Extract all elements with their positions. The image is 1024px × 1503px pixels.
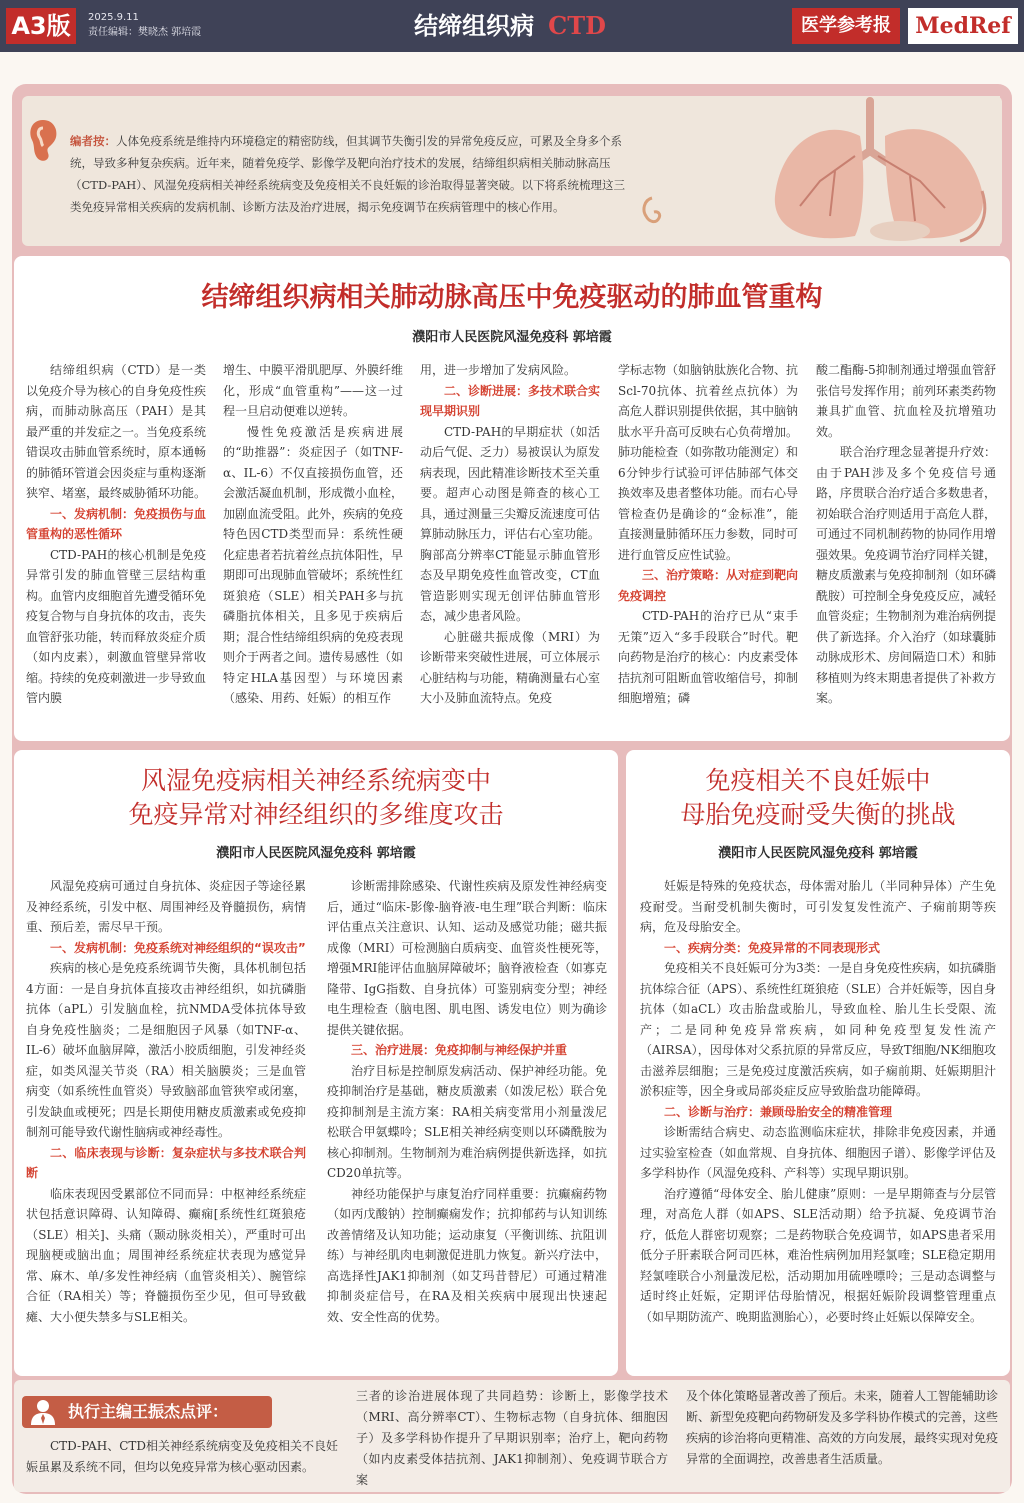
editor-note-text: 人体免疫系统是维持内环境稳定的精密防线，但其调节失衡引发的异常免疫反应，可累及全身多个系统，导致多种复杂疾病。近年来，随着免疫学、影像学及靶向治疗技术的发展，结缔组织病相关肺动脉高压（CTD-PAH）、风湿免疫病相关神经系统病变及免疫相关不良妊娠的诊治取得显著突破。以下将系统梳理这三类免疫异常相关疾病的发病机制、诊断方法及治疗进展，揭示免疫调节在疾病管理中的核心作用。 <box>70 134 626 214</box>
person-icon <box>28 1398 58 1426</box>
article1-col3 <box>420 360 600 709</box>
article2-author: 濮阳市人民医院风湿免疫科 郭培霞 <box>216 846 416 861</box>
brand-cn: 医学参考报 <box>792 8 900 44</box>
paragraph: 治疗遵循“母体安全、胎儿健康”原则：一是早期筛查与分层管理，对高危人群（如APS、SLE活动期）给予抗凝、免疫调节治疗，低危人群密切观察；二是药物联合免疫调节，如APS患者采用低分子肝素联合阿司匹林，难治性病例加用羟氯喹；SLE稳定期用羟氯喹联合小剂量泼尼松，活动期加用硫唑嘌呤；三是动态调整与适时终止妊娠，定期评估母胎情况，根据妊娠阶段调整管理重点（如早期防流产、晚期监测胎心），必要时终止妊娠以保障安全。 <box>640 1186 996 1324</box>
section-subheading: 一、发病机制：免疫损伤与血管重构的恶性循环 <box>26 506 207 541</box>
article1-col4 <box>618 360 798 709</box>
article1-title: 结缔组织病相关肺动脉高压中免疫驱动的肺血管重构 <box>201 282 823 313</box>
paragraph: 免疫相关不良妊娠可分为3类：一是自身免疫性疾病，如抗磷脂抗体综合征（APS）、系统性红斑狼疮（SLE）合并妊娠等，因自身抗体（如aCL）攻击胎盘或胎儿，导致血栓、胎儿生长受限、流产；二是同种免疫异常疾病，如同种免疫型复发性流产（AIRSA），因母体对父系抗原的异常反应，导致T细胞/NK细胞攻击滋养层细胞；三是免疫过度激活疾病，如子痫前期、妊娠期胆汁淤积症等，因全身或局部炎症反应导致胎盘功能障碍。 <box>640 961 996 1098</box>
commentary-label: 执行主编王振杰点评： <box>68 1402 229 1421</box>
embryo-icon <box>640 196 662 226</box>
lung-illustration <box>760 96 1000 246</box>
article1-col1 <box>26 360 206 709</box>
section-subheading: 二、临床表现与诊断：复杂症状与多技术联合判断 <box>26 1145 306 1180</box>
paragraph: CTD-PAH的核心机制是免疫异常引发的肺血管壁三层结构重构。血管内皮细胞首先遭受循环免疫复合物与自身抗体的攻击，丧失血管舒张功能，转而释放炎症介质（如内皮素），刺激血管壁异常收缩。持续的免疫刺激进一步导致血管内膜 <box>26 547 207 705</box>
commentary-col3: 及个体化策略显著改善了预后。未来，随着人工智能辅助诊断、新型免疫靶向药物研发及多学科协作模式的完善，这些疾病的诊治将向更精准、高效的方向发展，最终实现对免疫异常的全面调控，改善患者生活质量。 <box>686 1389 999 1466</box>
article3-body <box>640 876 996 1370</box>
article3-author: 濮阳市人民医院风湿免疫科 郭培霞 <box>718 846 918 861</box>
paragraph: 结缔组织病（CTD）是一类以免疫介导为核心的自身免疫性疾病，而肺动脉高压（PAH）是其最严重的并发症之一。当免疫系统错误攻击肺血管系统时，原本通畅的肺循环管道会因炎症与重构逐渐狭窄、堵塞，最终威胁循环功能。 <box>26 363 207 500</box>
section-subheading: 二、诊断进展：多技术联合实现早期识别 <box>420 383 601 418</box>
article2-title-line2: 免疫异常对神经组织的多维度攻击 <box>128 800 504 829</box>
article2-body <box>26 876 606 1370</box>
paragraph: 诊断需结合病史、动态监测临床症状，排除非免疫因素，并通过实验室检查（如血常规、自身抗体、细胞因子谱）、影像学评估及多学科协作（风湿免疫科、产科等）实现早期识别。 <box>640 1125 996 1180</box>
paragraph: 学标志物（如脑钠肽族化合物、抗Scl-70抗体、抗着丝点抗体）为高危人群识别提供依据，其中脑钠肽水平升高可反映右心负荷增加。肺功能检查（如弥散功能测定）和6分钟步行试验可评估肺部气体交换效率及患者整体功能。而右心导管检查仍是确诊的“金标准”，能直接测量肺循环压力参数，同时可进行血管反应性试验。 <box>618 363 799 562</box>
section-title-en: CTD <box>548 11 606 40</box>
article3-title <box>626 764 1010 832</box>
paragraph: 风湿免疫病可通过自身抗体、炎症因子等途径累及神经系统，引发中枢、周围神经及脊髓损伤，病情重、预后差，需尽早干预。 <box>26 879 306 934</box>
paragraph: 心脏磁共振成像（MRI）为诊断带来突破性进展，可立体展示心脏结构与功能，精确测量右心室大小及肺血流特点。免疫 <box>420 629 601 705</box>
ear-embryo-icon <box>26 118 60 164</box>
article1-col2 <box>223 360 403 709</box>
paragraph: 神经功能保护与康复治疗同样重要：抗癫痫药物（如丙戊酸钠）控制癫痫发作；抗抑郁药与认知训练改善情绪及认知功能；运动康复（平衡训练、抗阻训练）与神经肌肉电刺激促进肌力恢复。新兴疗法中，高选择性JAK1抑制剂（如艾玛昔替尼）可通过精准抑制炎症信号，在RA及相关疾病中展现出快速起效、安全性高的优势。 <box>327 1186 607 1324</box>
brand-en: MedRef <box>908 8 1018 44</box>
paragraph: CTD-PAH的治疗已从“束手无策”迈入“多手段联合”时代。靶向药物是治疗的核心：内皮素受体拮抗剂可阻断血管收缩信号，抑制细胞增殖；磷 <box>618 609 799 705</box>
section-title <box>300 10 720 42</box>
paragraph: 慢性免疫激活是疾病进展的“助推器”：炎症因子（如TNF-α、IL-6）不仅直接损伤血管，还会激活凝血机制，形成微小血栓，加剧血流受阻。此外，疾病的免疫特色因CTD类型而异：系统性硬化症患者若抗着丝点抗体阳性，早期即可出现肺血管破坏；系统性红斑狼疮（SLE）相关PAH多与抗磷脂抗体相关，且多见于疾病后期；混合性结缔组织病的免疫表现则介于两者之间。遗传易感性（如特定HLA基因型）与环境因素（感染、用药、妊娠）的相互作 <box>223 424 404 705</box>
issue-date: 2025.9.11 <box>88 12 139 23</box>
article2-col1 <box>26 876 306 1327</box>
paragraph: 酸二酯酶-5抑制剂通过增强血管舒张信号发挥作用；前列环素类药物兼具扩血管、抗血栓及抗增殖功效。 <box>816 363 997 439</box>
section-subheading: 三、治疗策略：从对症到靶向免疫调控 <box>618 568 799 603</box>
article2-title <box>14 764 618 832</box>
article1-author: 濮阳市人民医院风湿免疫科 郭培霞 <box>412 330 612 345</box>
header-meta <box>88 10 201 40</box>
paragraph: 临床表现因受累部位不同而异：中枢神经系统症状包括意识障碍、认知障碍、癫痫[系统性红斑狼疮（SLE）相关]、头痛（颞动脉炎相关），严重时可出现脑梗或脑出血；周围神经系统症状表现为感觉异常、麻木、单/多发性神经病（血管炎相关）、腕管综合征（RA相关）等；脊髓损伤至少见，但可导致截瘫、大小便失禁多与SLE相关。 <box>26 1186 306 1324</box>
editor-note-lead: 编者按： <box>70 134 116 148</box>
paragraph: CTD-PAH的早期症状（如活动后气促、乏力）易被误认为原发病表现，因此精准诊断技术至关重要。超声心动图是筛查的核心工具，通过测量三尖瓣反流速度可估算肺动脉压力，评估右心室功能。胸部高分辨率CT能显示肺血管形态及早期免疫性血管改变，CT血管造影则实现无创评估肺血管形态，减少患者风险。 <box>420 424 601 623</box>
paragraph: 用，进一步增加了发病风险。 <box>420 363 577 377</box>
editors: 责任编辑：樊晓杰 郭培霞 <box>88 27 202 38</box>
section-title-cn: 结缔组织病 <box>414 11 535 40</box>
commentary-col1: CTD-PAH、CTD相关神经系统病变及免疫相关不良妊娠虽累及系统不同，但均以免疫异常为核心驱动因素。 <box>26 1439 338 1474</box>
paragraph: 联合治疗理念显著提升疗效：由于PAH涉及多个免疫信号通路，序贯联合治疗适合多数患者，初始联合治疗则适用于高危人群，可通过不同机制药物的协同作用增强效果。免疫调节治疗同样关键，糖皮质激素与免疫抑制剂（如环磷酰胺）可控制全身免疫反应，减轻血管炎症；生物制剂为难治病例提供了新选择。介入治疗（如球囊肺动脉成形术、房间隔造口术）和肺移植则为终末期患者提供了补救方案。 <box>816 445 997 705</box>
article2-title-line1: 风湿免疫病相关神经系统病变中 <box>140 766 491 795</box>
paragraph: 治疗目标是控制原发病活动、保护神经功能。免疫抑制治疗是基础，糖皮质激素（如泼尼松）联合免疫抑制剂是主流方案：RA相关病变常用小剂量泼尼松联合甲氨蝶呤；SLE相关神经病变则以环磷酰胺为核心抑制剂。生物制剂为难治病例提供新选择，如抗CD20单抗等。 <box>327 1063 607 1180</box>
article2-col2 <box>327 876 607 1327</box>
article3-col1 <box>640 876 996 1327</box>
section-subheading: 一、疾病分类：免疫异常的不同表现形式 <box>664 940 881 955</box>
article1-col5 <box>816 360 996 709</box>
section-subheading: 二、诊断与治疗：兼顾母胎安全的精准管理 <box>664 1104 893 1119</box>
paragraph: 增生、中膜平滑肌肥厚、外膜纤维化，形成“血管重构”——这一过程一旦启动便难以逆转。 <box>223 363 404 418</box>
article3-title-line2: 母胎免疫耐受失衡的挑战 <box>680 800 956 829</box>
paragraph: 诊断需排除感染、代谢性疾病及原发性神经病变后，通过“临床-影像-脑脊液-电生理”联合判断：临床评估重点关注意识、认知、运动及感觉功能；磁共振成像（MRI）可检测脑白质病变、血管炎性梗死等，增强MRI能评估血脑屏障破坏；脑脊液检查（如寡克隆带、IgG指数、自身抗体）可鉴别病变分型；神经电生理检查（脑电图、肌电图、诱发电位）则为确诊提供关键依据。 <box>327 879 607 1037</box>
paragraph: 疾病的核心是免疫系统调节失衡，具体机制包括4方面：一是自身抗体直接攻击神经组织，如抗磷脂抗体（aPL）引发脑血栓，抗NMDA受体抗体导致自身免疫性脑炎；二是细胞因子风暴（如TNF-α、IL-6）破坏血脑屏障，激活小胶质细胞，引发神经炎症，如类风湿关节炎（RA）相关脑膜炎；三是血管病变（如系统性血管炎）导致脑部血管狭窄或闭塞，引发缺血或梗死；四是长期使用糖皮质激素或免疫抑制剂可能导致代谢性脑病或神经毒性。 <box>26 961 306 1139</box>
section-subheading: 一、发病机制：免疫系统对神经组织的“误攻击” <box>50 940 306 955</box>
paragraph: 妊娠是特殊的免疫状态，母体需对胎儿（半同种异体）产生免疫耐受。当耐受机制失衡时，可引发复发性流产、子痫前期等疾病，危及母胎安全。 <box>640 879 996 934</box>
editor-note <box>70 130 630 218</box>
article3-title-line1: 免疫相关不良妊娠中 <box>705 766 931 795</box>
commentary-col2: 三者的诊治进展体现了共同趋势：诊断上，影像学技术（MRI、高分辨率CT）、生物标志物（自身抗体、细胞因子）及多学科协作提升了早期识别率；治疗上，靶向药物（如内皮素受体拮抗剂、JAK1抑制剂）、免疫调节联合方案 <box>356 1389 668 1487</box>
article1-body <box>26 360 998 732</box>
edition-badge: A3版 <box>6 8 76 44</box>
section-subheading: 三、治疗进展：免疫抑制与神经保护并重 <box>351 1043 568 1057</box>
